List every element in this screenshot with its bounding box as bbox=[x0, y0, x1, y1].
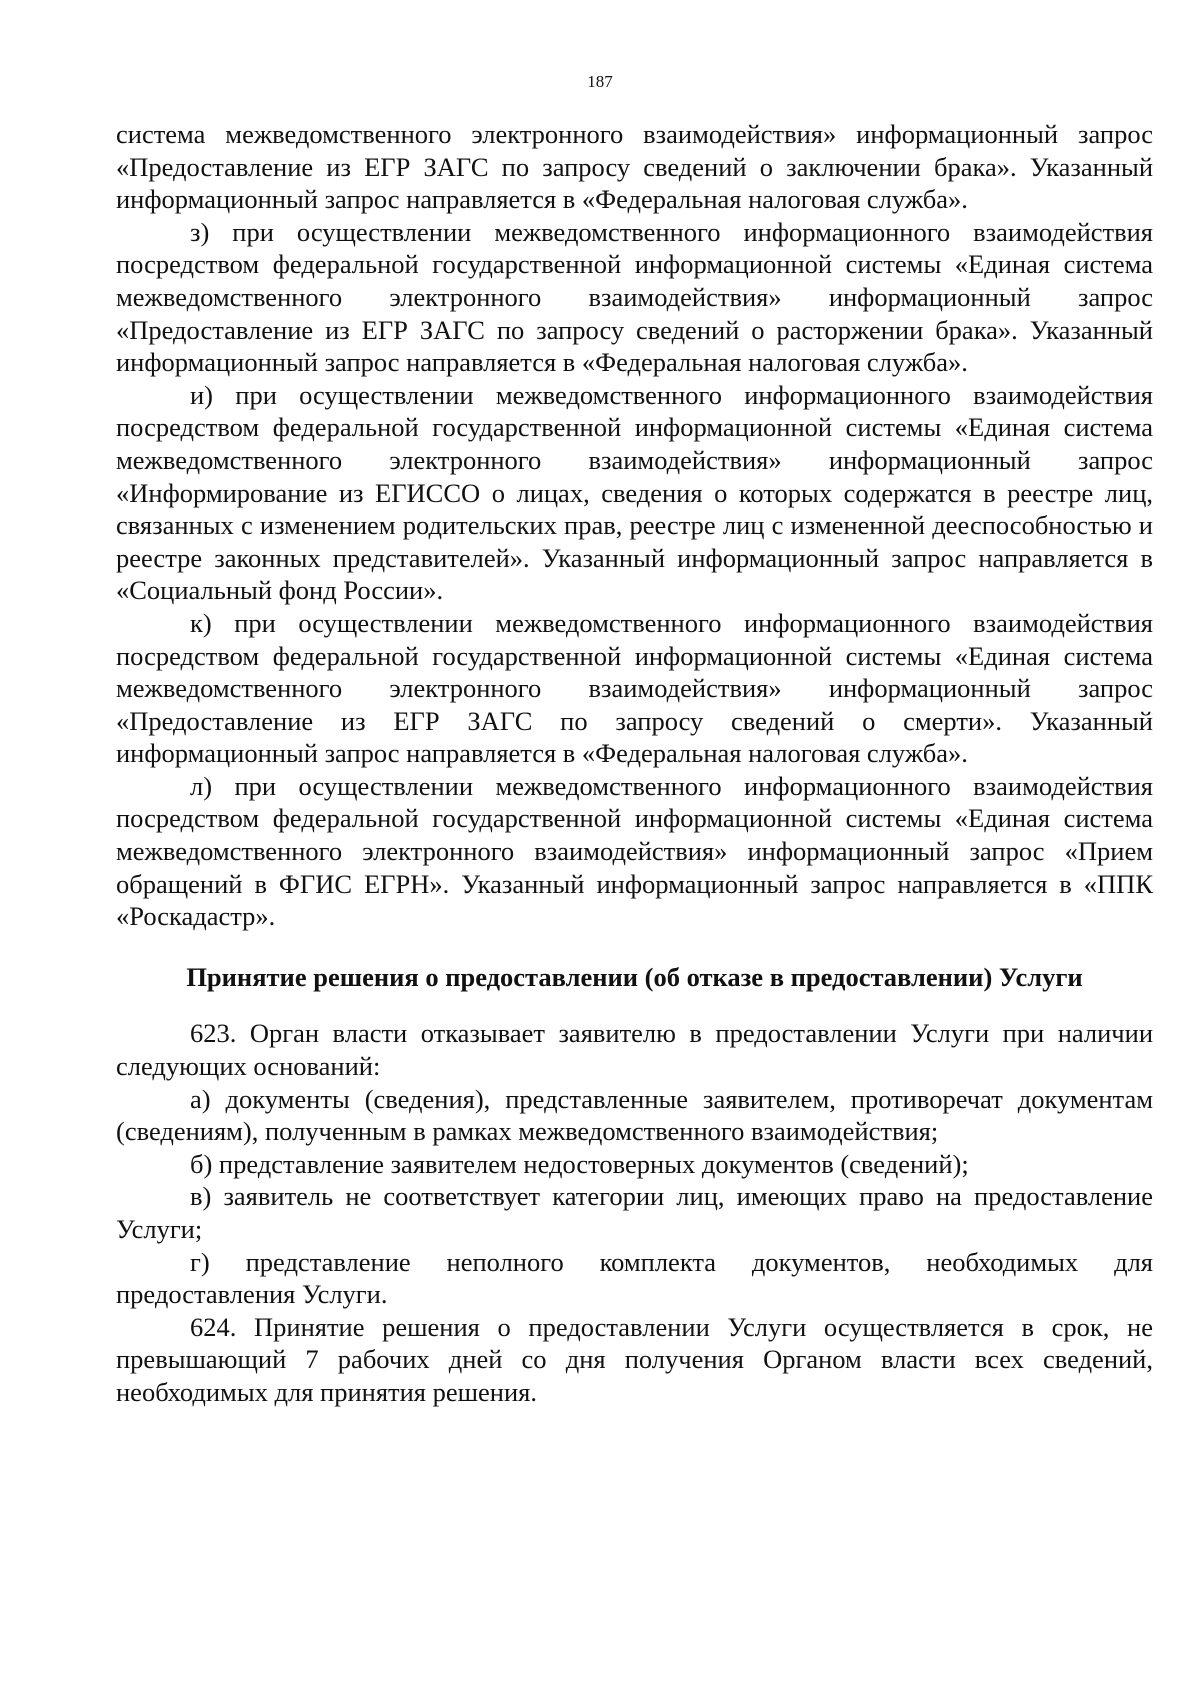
paragraph-item-l: л) при осуществлении межведомственного информационного взаимодействия посредством федеральной государственной информационной системы «Единая система межведомственного электронного взаимодействия» информационный запрос «Прием обращений в ФГИС ЕГРН». Указанный информационный запрос направляется в «ППК «Роскадастр». bbox=[116, 770, 1153, 932]
paragraph-item-z: з) при осуществлении межведомственного информационного взаимодействия посредством федеральной государственной информационной системы «Единая система межведомственного электронного взаимодействия» информационный запрос «Предоставление из ЕГР ЗАГС по запросу сведений о расторжении брака». Указанный информационный запрос направляется в «Федеральная налоговая служба». bbox=[116, 216, 1153, 378]
paragraph-item-a: а) документы (сведения), представленные заявителем, противоречат документам (сведениям), полученным в рамках межведомственного взаимодействия; bbox=[116, 1083, 1153, 1147]
paragraph-item-b: б) представление заявителем недостоверных документов (сведений); bbox=[190, 1148, 969, 1179]
section-heading: Принятие решения о предоставлении (об отказе в предоставлении) Услуги bbox=[186, 961, 1083, 992]
paragraph-item-g: г) представление неполного комплекта документов, необходимых для предоставления Услуги. bbox=[116, 1246, 1153, 1310]
paragraph-item-i: и) при осуществлении межведомственного информационного взаимодействия посредством федеральной государственной информационной системы «Единая система межведомственного электронного взаимодействия» информационный запрос «Информирование из ЕГИССО о лицах, сведения о которых содержатся в реестре лиц, связанных с изменением родительских прав, реестре лиц с измененной дееспособностью и реестре законных представителей». Указанный информационный запрос направляется в «Социальный фонд России». bbox=[116, 379, 1153, 606]
paragraph-continuation: система межведомственного электронного взаимодействия» информационный запрос «Предоставление из ЕГР ЗАГС по запросу сведений о заключении брака». Указанный информационный запрос направляется в «Федеральная налоговая служба». bbox=[116, 119, 1153, 215]
page-number: 187 bbox=[587, 72, 613, 91]
paragraph-item-v: в) заявитель не соответствует категории лиц, имеющих право на предоставление Услуги; bbox=[116, 1181, 1153, 1244]
paragraph-623: 623. Орган власти отказывает заявителю в предоставлении Услуги при наличии следующих оснований: bbox=[116, 1018, 1153, 1082]
paragraph-624: 624. Принятие решения о предоставлении Услуги осуществляется в срок, не превышающий 7 рабочих дней со дня получения Органом власти всех сведений, необходимых для принятия решения. bbox=[116, 1311, 1153, 1407]
document-body bbox=[116, 118, 1153, 1409]
paragraph-item-k: к) при осуществлении межведомственного информационного взаимодействия посредством федеральной государственной информационной системы «Единая система межведомственного электронного взаимодействия» информационный запрос «Предоставление из ЕГР ЗАГС по запросу сведений о смерти». Указанный информационный запрос направляется в «Федеральная налоговая служба». bbox=[116, 607, 1153, 769]
